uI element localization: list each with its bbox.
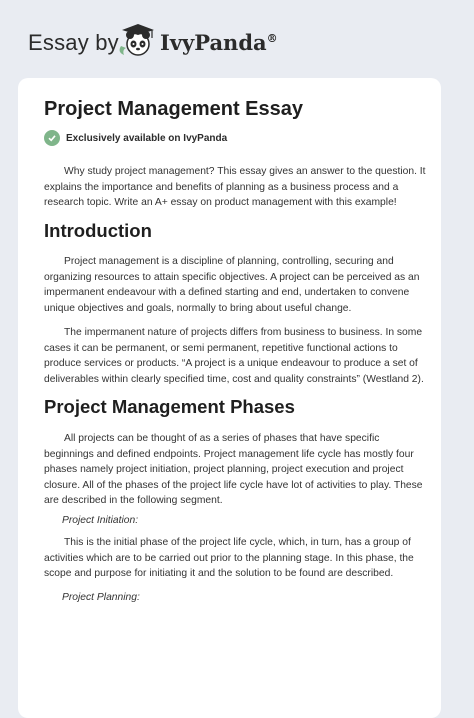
subheading-project-initiation: Project Initiation: <box>62 515 139 526</box>
body-paragraph: All projects can be thought of as a series of phases that have specific beginnings and defined endpoints. Project management life cycle has mostly four phases namely project initiation, project planning, project execution and project closure. All of the phases of the project life cycle have lot of activities to play. These are described in the following segment. <box>44 433 423 507</box>
exclusive-badge-label: Exclusively available on IvyPanda <box>66 132 228 144</box>
check-circle-icon <box>44 130 60 146</box>
page-title: Project Management Essay <box>44 98 303 120</box>
section-heading-phases: Project Management Phases <box>44 396 295 417</box>
brand-header <box>0 0 474 78</box>
body-paragraph: Project management is a discipline of planning, controlling, securing and organizing resources to attain specific objectives. A project can be perceived as an impermanent endeavour with a defined starting and end, undertaken to convene unique objectives and goals, normally to bring about useful change. <box>44 256 420 314</box>
body-paragraph: This is the initial phase of the project life cycle, which, in turn, has a group of activities which are to be carried out prior to the planning stage. In this phase, the scope and purpose for initiating it and the solution to be found are described. <box>44 537 414 580</box>
exclusive-badge <box>44 130 227 146</box>
section-heading-introduction: Introduction <box>44 220 152 241</box>
subheading-project-planning: Project Planning: <box>62 592 140 603</box>
brand-prefix: Essay by <box>28 30 119 55</box>
body-paragraph: The impermanent nature of projects differs from business to business. In some cases it can be permanent, or semi permanent, repetitive functional actions to produce services or products. “A project is a unique endeavour to produce a set of deliverables within clearly specified time, cost and quality constraints” (Westland 2). <box>44 327 424 385</box>
essay-card <box>18 78 441 718</box>
panda-logo-icon <box>118 22 158 58</box>
intro-paragraph: Why study project management? This essay gives an answer to the question. It explains the importance and benefits of planning as a business process and a research topic. Write an A+ essay on product management with this example! <box>44 166 426 209</box>
brand-name[interactable]: IvyPanda® <box>160 30 278 55</box>
